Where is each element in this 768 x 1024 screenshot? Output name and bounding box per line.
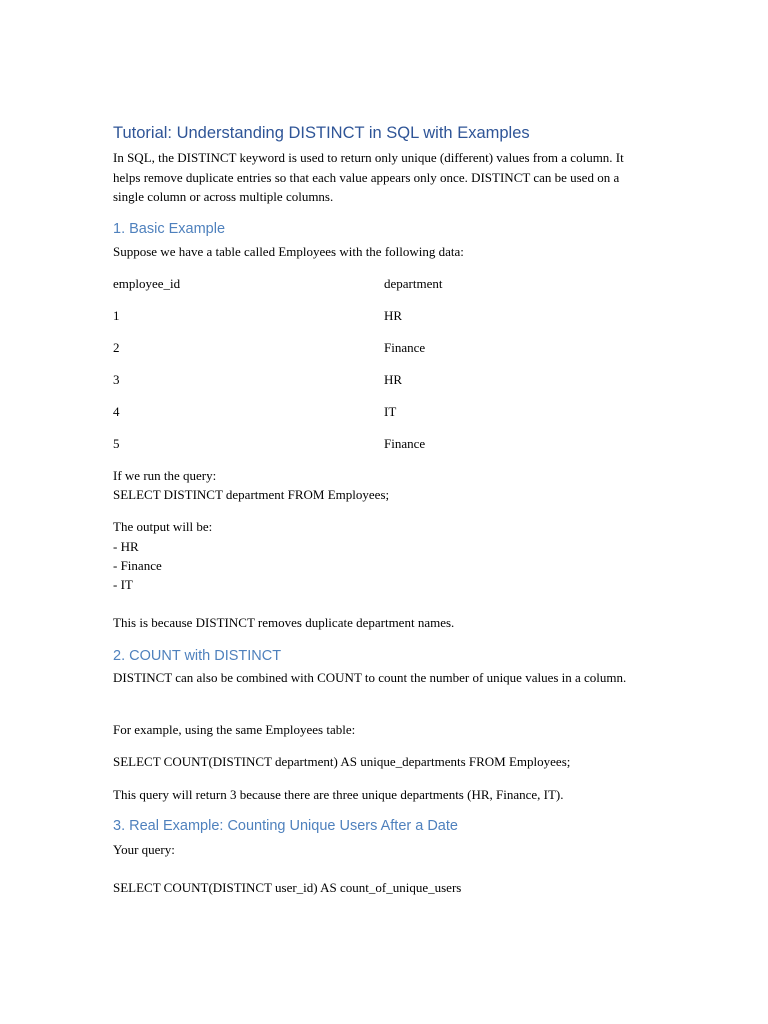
table-header-department: department [384,276,443,291]
sql-query-distinct: SELECT DISTINCT department FROM Employees; [113,487,390,502]
section3-intro: Your query: [113,842,175,857]
table-cell: 4 [113,404,120,419]
query-intro: If we run the query: [113,468,217,483]
section-heading-count-distinct: 2. COUNT with DISTINCT [113,648,282,664]
sql-query-count-distinct: SELECT COUNT(DISTINCT department) AS unique_departments FROM Employees; [113,754,571,769]
section1-lead: Suppose we have a table called Employees with the following data: [113,244,464,259]
section2-body: DISTINCT can also be combined with COUNT to count the number of unique values in a column. [113,670,627,685]
table-cell: 1 [113,308,120,323]
intro-paragraph: In SQL, the DISTINCT keyword is used to return only unique (different) values from a column. It helps remove duplicate entries so that each value appears only once. DISTINCT can be used on a single column or across multiple columns. [113,150,624,204]
sql-query-unique-users: SELECT COUNT(DISTINCT user_id) AS count_of_unique_users [113,880,462,895]
section-heading-basic-example: 1. Basic Example [113,221,226,237]
section2-example-intro: For example, using the same Employees table: [113,722,356,737]
table-cell: 3 [113,372,120,387]
explanation: This is because DISTINCT removes duplicate department names. [113,615,455,630]
table-cell: Finance [384,340,426,355]
table-cell: HR [384,308,403,323]
page-title: Tutorial: Understanding DISTINCT in SQL with Examples [113,124,530,142]
table-cell: HR [384,372,403,387]
table-cell: 5 [113,436,120,451]
output-item: - IT [113,577,133,592]
table-cell: IT [384,404,397,419]
section-heading-real-example: 3. Real Example: Counting Unique Users After a Date [113,818,458,834]
output-intro: The output will be: [113,519,213,534]
output-item: - Finance [113,558,162,573]
table-cell: 2 [113,340,120,355]
section2-result: This query will return 3 because there are three unique departments (HR, Finance, IT). [113,787,564,802]
table-cell: Finance [384,436,426,451]
output-item: - HR [113,539,139,554]
table-header-employee-id: employee_id [113,276,181,291]
